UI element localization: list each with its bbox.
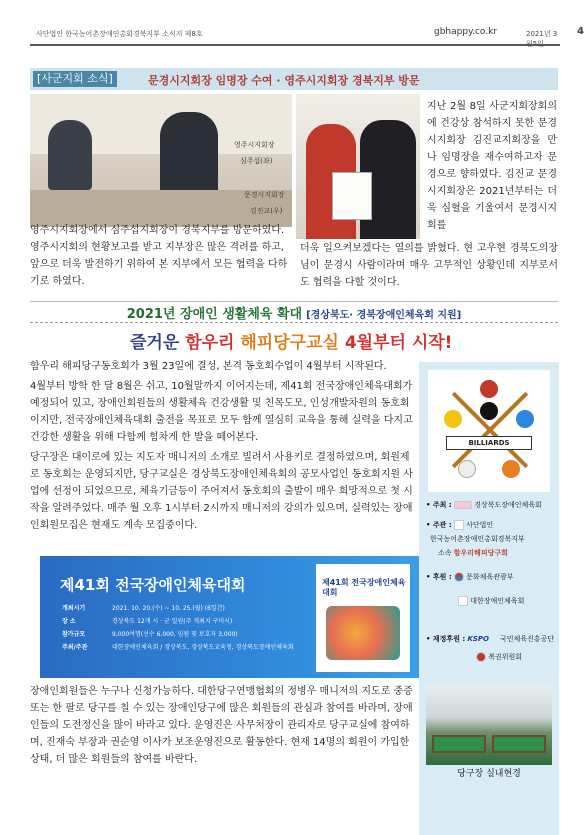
sponsor-line: • 후원 : 문화체육관광부 bbox=[426, 573, 514, 581]
event-poster bbox=[40, 556, 420, 678]
person-figure bbox=[48, 120, 92, 190]
billiard-ball bbox=[502, 460, 520, 478]
page-number: 4 bbox=[577, 26, 584, 37]
article2-headline: 즐거운 함우리 해피당구교실 4월부터 시작! bbox=[130, 333, 453, 353]
organizer-logo-icon bbox=[454, 520, 464, 530]
article1-paragraph: 지난 2월 8일 사군지회장회의에 건강상 참석하지 못한 문경시지회장 김진교지회장을 만나 임명장을 재수여하고자 문경으로 향하였다. 김진교 문경시지회장은 2021년부터는 더욱 심혈을 기울여서 문경시지회를 bbox=[427, 101, 557, 231]
section-tag: [사군지회 소식] bbox=[33, 71, 117, 87]
article1-paragraph: 더욱 일으켜보겠다는 열의를 밝혔다. 현 고우현 경북도의장님이 문경시 사람이라며 매우 고무적인 상황인데 지부로서도 협력을 다할 것이다. bbox=[300, 243, 558, 288]
body-paragraph: 함우리 해피당구동호회가 3월 23일에 결성, 본격 동호회수업이 4월부터 시작된다. bbox=[30, 361, 387, 372]
billiards-logo bbox=[428, 370, 550, 492]
kspo-logo-icon: KSPO bbox=[467, 635, 489, 643]
billiards-label: BILLIARDS bbox=[446, 436, 532, 450]
article2-title bbox=[30, 303, 558, 322]
article1-heading-band bbox=[30, 68, 558, 90]
fund-line: • 재정후원 : KSPO bbox=[426, 635, 489, 643]
poster-row: 주최/주관 대한장애인체육회 / 경상북도, 경상북도교육청, 경상북도장애인체육회 bbox=[62, 644, 294, 651]
billiard-ball bbox=[480, 402, 498, 420]
poster-row: 참가규모 9,000여명(선수 6,000, 임원 및 보호자 3,000) bbox=[62, 631, 238, 638]
body-paragraph: 4월부터 방학 한 달 8월은 쉬고, 10월말까지 이어지는데, 제41회 전국장애인체육대회가 예정되어 있고, 장애인회원들의 생활체육 건강생활 및 친목도모, 인성개발차원의 동호회이지만, 전국장애인체육대회 출전을 목표로 모두 함께 열심히 교육을 통해 실력을 다지고 건강한 생활을 위해 다함께 힘차게 한 발을 떼어본다. bbox=[30, 381, 413, 443]
newsletter-title: 사단법인 한국농어촌장애인총회경북지부 소식지 제8호 bbox=[36, 30, 203, 38]
article1-headline: 문경시지회장 임명장 수여 · 영주시지회장 경북지부 방문 bbox=[148, 74, 420, 87]
site-link[interactable]: gbhappy.co.kr bbox=[434, 27, 498, 37]
masthead bbox=[30, 26, 584, 40]
article2-subtitle: [경상북도· 경북장애인체육회 지원] bbox=[306, 310, 462, 321]
body-paragraph: 장애인회원들은 누구나 신청가능하다. 대한당구연맹협회의 정병우 매니저의 지도로 중증 또는 한 팔로 당구를 칠 수 있는 장애인당구에 많은 회원들의 관심과 참여를 바라며, 장애인들의 도전정신을 많이 바라고 있다. 운영진은 사무처장이 관리자로 당구교실에 참여하며, 진재숙 부장과 권순영 이사가 보조운영진으로 활동한다. 현재 14명의 회원이 가입한 상태, 더 많은 회원들의 참여를 바란다. bbox=[30, 686, 413, 765]
issue-date: 2021년 3 bbox=[526, 30, 558, 38]
fund-name-1: 국민체육진흥공단 bbox=[500, 635, 555, 643]
body-paragraph: 당구장은 대이로에 있는 지도자 매니저의 소개로 빌려서 사용키로 결정하였으며, 회원제로 동호회는 운영되지만, 당구교실은 경상북도장애인체육회의 공모사업인 동호회지원 사업에 선정이 되었으므로, 체육기금등이 주어져서 동호회의 출발이 매우 희망적으로 첫 시작을 알려주었다. 매주 월 오후 1시부터 2시까지 매니저의 강의가 있으며, 실력있는 장애인회원모집은 현재도 계속 모집중이다. bbox=[30, 452, 413, 531]
lottery-logo-icon bbox=[476, 652, 486, 662]
article1-paragraph: 영주시지회장에서 심주섭지회장이 경북지부를 방문하였다. 영주시지회의 현황보고를 받고 지부장은 많은 격려를 하고, 앞으로 더욱 발전하기 위하여 본 지부에서 모든 협력을 다하기로 하였다. bbox=[30, 225, 288, 287]
poster-artwork bbox=[326, 606, 400, 660]
poster-thumbnail: 제41회 전국장애인체육대회 bbox=[316, 564, 410, 672]
billiard-ball bbox=[458, 460, 476, 478]
billiard-ball bbox=[516, 410, 534, 428]
certificate bbox=[332, 172, 372, 220]
meeting-photo bbox=[30, 94, 292, 227]
billiard-ball bbox=[444, 410, 462, 428]
host-logo-icon bbox=[454, 501, 472, 509]
kpc-logo-icon bbox=[458, 596, 468, 606]
photo-label: 영주시지회장 bbox=[234, 141, 275, 149]
fund-line-2: 복권위원회 bbox=[476, 652, 522, 662]
billiard-room-photo bbox=[426, 685, 552, 765]
photo-label: 심주섭(좌) bbox=[240, 157, 273, 165]
photo-label: 김진교(우) bbox=[250, 207, 283, 215]
billiard-table bbox=[492, 735, 546, 753]
dotted-divider bbox=[30, 322, 558, 323]
sponsor-line-2: 대한장애인체육회 bbox=[458, 596, 524, 606]
article2-body-continued bbox=[30, 683, 416, 768]
poster-title: 제41회 전국장애인체육대회 bbox=[60, 576, 246, 594]
billiard-ball bbox=[480, 380, 498, 398]
article2-body bbox=[30, 358, 416, 534]
organizer-line: • 주관 : 사단법인 bbox=[426, 521, 494, 529]
photo-label: 문경시지회장 bbox=[244, 191, 285, 199]
billiard-table bbox=[432, 735, 486, 753]
article2-title-text: 2021년 장애인 생활체육 확대 bbox=[126, 307, 303, 322]
poster-details bbox=[62, 602, 294, 654]
certificate-photo bbox=[296, 94, 420, 239]
header-divider bbox=[30, 44, 560, 46]
ministry-logo-icon bbox=[454, 572, 464, 582]
host-line: • 주최 : 경상북도장애인체육회 bbox=[426, 501, 542, 509]
organizer-name: 한국농어촌장애인총회경북지부 bbox=[430, 535, 525, 543]
photo-caption: 당구장 실내현경 bbox=[457, 769, 521, 779]
organizer-sub: 소속 함우리해피당구회 bbox=[438, 549, 508, 557]
poster-row: 장 소 경상북도 12개 시 · 군 일원(주 개최지 구미시) bbox=[62, 618, 233, 625]
poster-row: 개최시기 2021. 10. 20.(수) ~ 10. 25.(월) (6일간) bbox=[62, 605, 225, 612]
section-divider bbox=[30, 301, 558, 302]
